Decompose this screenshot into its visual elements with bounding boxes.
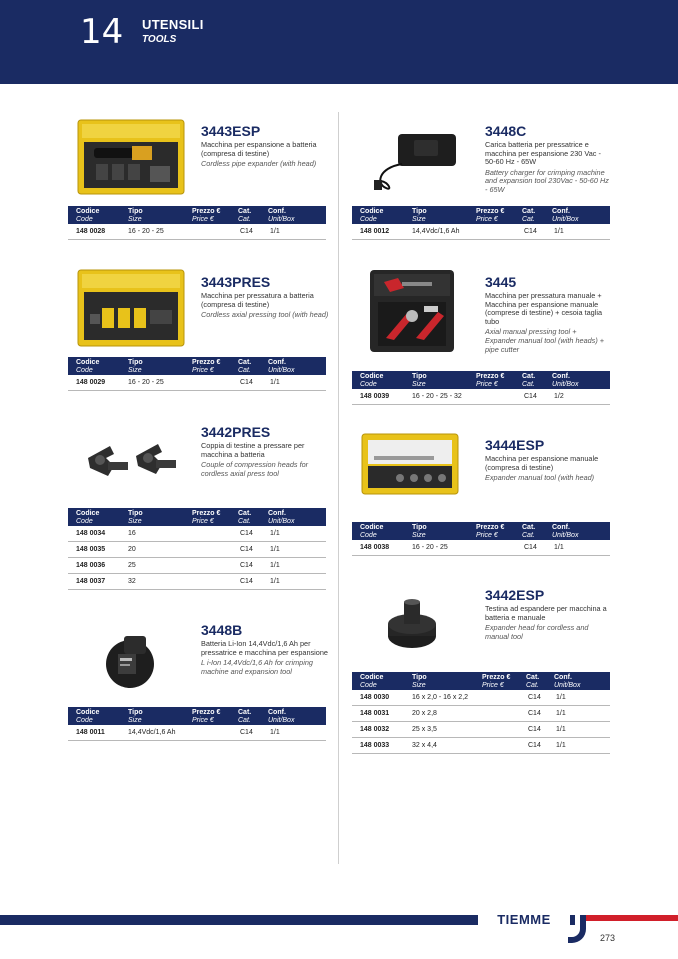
col-conf: Conf. Unit/Box <box>552 373 579 388</box>
col-size: Tipo Size <box>128 208 143 223</box>
product-description-it: Macchina per espansione manuale (compresa di testine) <box>485 454 599 472</box>
chapter-subtitle: TOOLS <box>142 34 177 45</box>
product-table-3448b <box>68 707 326 741</box>
product-image-3442pres <box>84 436 180 484</box>
product-image-3443pres <box>76 268 186 348</box>
product-code: 3443ESP <box>201 123 261 139</box>
table-row: 148 0028 16 - 20 - 25 C14 1/1 <box>68 224 326 240</box>
col-price: Prezzo € Price € <box>192 359 221 374</box>
col-code: Codice Code <box>360 524 384 539</box>
table-header <box>68 206 326 224</box>
col-size: Tipo Size <box>412 373 427 388</box>
product-image-3448b <box>98 630 162 694</box>
col-code: Codice Code <box>76 510 100 525</box>
product-image-3448c <box>372 128 468 198</box>
col-size: Tipo Size <box>412 524 427 539</box>
col-conf: Conf. Unit/Box <box>268 359 295 374</box>
table-row: 148 0035 20 C14 1/1 <box>68 542 326 558</box>
table-row: 148 0030 16 x 2,0 - 16 x 2,2 C14 1/1 <box>352 690 610 706</box>
table-header <box>352 206 610 224</box>
col-cat: Cat. Cat. <box>238 359 252 374</box>
col-size: Tipo Size <box>412 208 427 223</box>
col-conf: Conf. Unit/Box <box>268 510 295 525</box>
col-conf: Conf. Unit/Box <box>554 674 581 689</box>
product-description-en: Battery charger for crimping machine and expansion tool 230Vac - 50-60 Hz - 65W <box>485 167 609 194</box>
product-info-3448b <box>201 623 329 676</box>
table-row: 148 0039 16 - 20 - 25 - 32 C14 1/2 <box>352 389 610 405</box>
product-table-3442esp <box>352 672 610 754</box>
col-cat: Cat. Cat. <box>526 674 540 689</box>
col-code: Codice Code <box>76 208 100 223</box>
product-info-3443esp <box>201 124 329 169</box>
col-cat: Cat. Cat. <box>522 373 536 388</box>
col-price: Prezzo € Price € <box>482 674 511 689</box>
col-size: Tipo Size <box>128 709 143 724</box>
product-code: 3442PRES <box>201 424 271 440</box>
table-row: 148 0031 20 x 2,8 C14 1/1 <box>352 706 610 722</box>
table-row: 148 0011 14,4Vdc/1,6 Ah C14 1/1 <box>68 725 326 741</box>
product-description-en: Axial manual pressing tool + Expander manual tool (with heads) + pipe cutter <box>485 327 605 354</box>
product-code: 3448C <box>485 123 527 139</box>
col-conf: Conf. Unit/Box <box>268 208 295 223</box>
product-description-it: Carica batteria per pressatrice e macchina per espansione 230 Vac - 50-60 Hz - 65W <box>485 140 601 167</box>
product-description-it: Coppia di testine a pressare per macchina a batteria <box>201 441 305 459</box>
product-image-3444esp <box>360 432 460 496</box>
col-cat: Cat. Cat. <box>522 524 536 539</box>
product-description-en: Expander head for cordless and manual tool <box>485 623 589 641</box>
brand-logo: TIEMME <box>478 912 570 928</box>
product-image-3443esp <box>76 118 186 196</box>
product-table-3445 <box>352 371 610 405</box>
col-code: Codice Code <box>76 709 100 724</box>
product-table-3442pres <box>68 508 326 590</box>
col-cat: Cat. Cat. <box>238 510 252 525</box>
product-description-en: Cordless axial pressing tool (with head) <box>201 310 329 320</box>
product-code: 3444ESP <box>485 437 545 453</box>
table-header <box>352 371 610 389</box>
product-description-it: Macchina per pressatura a batteria (compresa di testine) <box>201 291 314 309</box>
product-description-it: Macchina per pressatura manuale + Macchina per espansione manuale (comprese di testine) + cesoia taglia tubo <box>485 291 603 326</box>
product-table-3444esp <box>352 522 610 556</box>
page-number: 273 <box>600 933 616 943</box>
col-cat: Cat. Cat. <box>522 208 536 223</box>
col-conf: Conf. Unit/Box <box>552 208 579 223</box>
product-table-3443esp <box>68 206 326 240</box>
col-cat: Cat. Cat. <box>238 208 252 223</box>
col-code: Codice Code <box>360 373 384 388</box>
table-row: 148 0036 25 C14 1/1 <box>68 558 326 574</box>
col-conf: Conf. Unit/Box <box>552 524 579 539</box>
page-header <box>0 0 678 84</box>
product-info-3443pres <box>201 275 329 320</box>
product-table-3443pres <box>68 357 326 391</box>
column-divider <box>338 112 339 864</box>
product-info-3444esp <box>485 438 609 483</box>
product-code: 3448B <box>201 622 243 638</box>
product-code: 3443PRES <box>201 274 271 290</box>
table-row: 148 0038 16 - 20 - 25 C14 1/1 <box>352 540 610 556</box>
footer-curve <box>568 915 586 943</box>
col-price: Prezzo € Price € <box>476 208 505 223</box>
table-header <box>68 508 326 526</box>
product-description-it: Macchina per espansione a batteria (compresa di testine) <box>201 140 317 158</box>
product-code: 3445 <box>485 274 517 290</box>
col-code: Codice Code <box>360 208 384 223</box>
col-code: Codice Code <box>76 359 100 374</box>
product-description-it: Batteria Li-Ion 14,4Vdc/1,6 Ah per pressatrice e macchina per espansione <box>201 639 328 657</box>
product-table-3448c <box>352 206 610 240</box>
col-price: Prezzo € Price € <box>476 524 505 539</box>
table-row: 148 0034 16 C14 1/1 <box>68 526 326 542</box>
col-cat: Cat. Cat. <box>238 709 252 724</box>
col-size: Tipo Size <box>412 674 427 689</box>
col-price: Prezzo € Price € <box>476 373 505 388</box>
table-row: 148 0032 25 x 3,5 C14 1/1 <box>352 722 610 738</box>
col-price: Prezzo € Price € <box>192 510 221 525</box>
table-row: 148 0033 32 x 4,4 C14 1/1 <box>352 738 610 754</box>
table-header <box>352 522 610 540</box>
chapter-title: UTENSILI <box>142 17 204 32</box>
product-description-en: Cordless pipe expander (with head) <box>201 159 317 169</box>
table-header <box>68 357 326 375</box>
footer-red-stripe <box>584 915 678 921</box>
product-info-3442pres <box>201 425 329 478</box>
table-header <box>68 707 326 725</box>
table-row: 148 0012 14,4Vdc/1,6 Ah C14 1/1 <box>352 224 610 240</box>
product-info-3448c <box>485 124 609 195</box>
product-code: 3442ESP <box>485 587 545 603</box>
col-conf: Conf. Unit/Box <box>268 709 295 724</box>
table-row: 148 0037 32 C14 1/1 <box>68 574 326 590</box>
product-image-3442esp <box>384 598 440 650</box>
col-price: Prezzo € Price € <box>192 208 221 223</box>
chapter-number: 14 <box>80 12 124 52</box>
col-code: Codice Code <box>360 674 384 689</box>
product-description-en: Couple of compression heads for cordless axial press tool <box>201 460 309 478</box>
col-size: Tipo Size <box>128 510 143 525</box>
product-info-3442esp <box>485 588 609 641</box>
product-image-3445 <box>368 268 456 354</box>
product-description-en: Expander manual tool (with head) <box>485 473 595 483</box>
product-info-3445 <box>485 275 609 354</box>
product-description-it: Testina ad espandere per macchina a batteria e manuale <box>485 604 607 622</box>
table-row: 148 0029 16 - 20 - 25 C14 1/1 <box>68 375 326 391</box>
col-price: Prezzo € Price € <box>192 709 221 724</box>
col-size: Tipo Size <box>128 359 143 374</box>
product-description-en: L i-Ion 14,4Vdc/1,6 Ah for crimping machine and expansion tool <box>201 658 313 676</box>
table-header <box>352 672 610 690</box>
